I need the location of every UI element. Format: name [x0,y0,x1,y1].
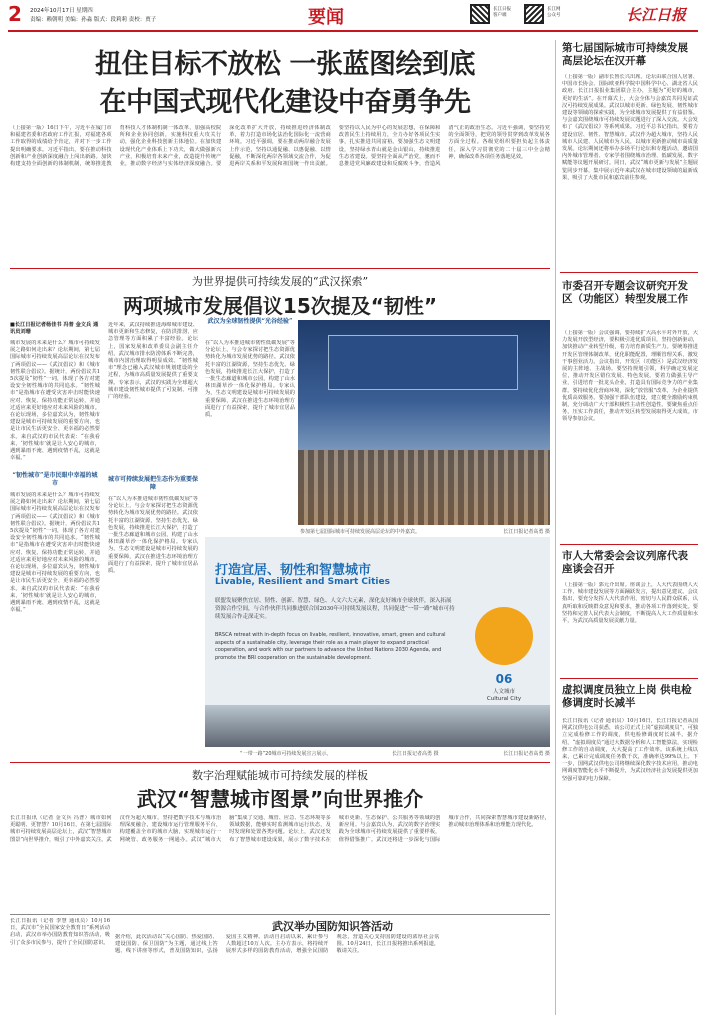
bottom-headline: 武汉“智慧城市图景”向世界推介 [136,787,424,811]
date-line: 2024年10月17日 星期四 [30,8,93,14]
lead-body: （上接第一版）16日下午，习近平在厦门市和福建省委和省政府工作汇报，对福建各项工作取得的成绩给予肯定，并对下一步工作提出明确要求。习近平指出，要在推动科技创新和产业创新深度融合上闯出新路。加快构建支持全面创新的体制机制，统筹推进教育科技人才体制机制一体改革，加强高校院所和企业协同创新，实施科技重大攻关行动，强化企业科技创新主体地位。在加快建设现代化产业体系上下功夫，做大做强新兴产业，积极培育未来产业，改造提升传统产业，推动数字经济与实体经济深度融合。要深化改革扩大开放，持续推进经济体制改革，着力打造市场化法治化国际化一流营商环境。习近平强调，要在推动两岸融合发展上作示范，坚持以通促融、以惠促融、以情促融，不断深化两岸各领域交流合作，为促进两岸关系和平发展和祖国统一作出贡献。要坚持以人民为中心的发展思想，在保障和改善民生上持续用力，全力办好各项民生实事，扎实推进共同富裕。要加强生态文明建设，坚持绿水青山就是金山银山，持续推进生态省建设。要坚持全面从严治党，驰而不息推进党风廉政建设和反腐败斗争，营造风清气正的政治生态。习近平强调，要坚持党的全面领导，把党的领导贯穿到改革发展各方面全过程。各级党组织要担负起主体责任，深入学习贯彻党的二十届三中全会精神，确保改革各项任务落地见效。 [10,125,550,168]
masthead [0,0,702,38]
qr-code-2[interactable] [524,4,544,24]
feature-subhead-2: 武汉为全球韧性提供“光谷经验” [207,318,293,325]
right-column-divider [555,40,556,1015]
second-kicker: 武汉举办国防知识答活动 [272,920,393,933]
banner-photo [205,537,550,747]
banner-title-en: Livable, Resilient and Smart Cities [215,577,390,587]
feature-subhead-1: “韧性城市”是市民眼中幸福的城市 [12,472,98,487]
lead-headline-2: 在中国式现代化建设中奋勇争先 [99,87,471,118]
bottom-left-body: 长江日报讯（记者 李慧 通讯员）10月16日，武汉市“全民国家安全教育日”系列活动启动，武汉市举办国防教育知识答活动，吸引了众多市民参与，提升了全民国防意识。 [10,918,110,946]
right-low-body: （上接第一版）郭元介出席。座谈会上，人大代表围绕人大工作、城市建设发展等方面踊跃发言，提出意见建议。会议指出，要充分发挥人大代表作用，密切与人民群众联系，认真听取和反映群众意见和要求，推动各项工作落到实处。要坚持和完善人民代表大会制度，不断提高人大工作质量和水平，为武汉高质量发展贡献力量。 [562,582,698,625]
bottom-kicker: 数字治理赋能城市可持续发展的样板 [192,769,368,782]
feature-subhead-3: 城市可持续发展把生态作为重要保障 [108,476,199,491]
banner-visitors [205,705,550,747]
feature-body-2: 近年来，武汉持续推进海绵城市建设、城市更新和生态修复，在防洪排涝、应急管理等方面积累了丰富经验。论坛上，国家发展和改革委员会副主任介绍，武汉城市排水防涝体系不断完善，城市内涝治理取得明显成效。“韧性城市”理念已融入武汉城市规划建设的全过程，为城市高质量发展提供了重要支撑。专家表示，武汉的实践为全球超大城市建设韧性城市提供了可复制、可推广的经验。 [108,322,198,401]
second-body: 据介绍，此次活动以“关心国防、热爱国防、建设国防、保卫国防”为主题，通过线上答题、线下讲座等形式，普及国防知识，弘扬爱国主义精神。活动自启动以来，累计参与人数超过10万人次。主办方表示，将持续开展形式多样的国防教育活动，增强全民国防观念，营造关心支持国防建设的浓厚社会氛围。10月24日，长江日报将推出系列报道，敬请关注。 [115,934,440,955]
bottom-rule [10,762,550,763]
right-mid-headline: 市委召开专题会议研究开发区（功能区）转型发展工作 [562,280,688,305]
city-badge-icon [475,607,533,665]
qr-label-2: 长江网 公众号 [547,7,561,18]
feature-kicker: 为世界提供可持续发展的“武汉探索” [191,275,369,288]
right-bottom-body: 长江日报讯（记者 通讯员）10月16日，长江日报记者从国网武汉供电公司获悉，该公司正式上岗“虚拟调度员”，可独立完成检修工作的调度，供电检修调度时长减半。据介绍，“虚拟调度员”通过大数据分析和人工智能算法，实现检修工作的自动调度，大大提高了工作效率。该系统上线以来，已累计完成调度任务数千次，准确率达99%以上。下一步，国网武汉供电公司将继续深化数字技术应用，推动电网调度智能化水平不断提升，为武汉经济社会发展提供更加坚强可靠的电力保障。 [562,718,698,782]
photo-credit: 长江日报记者高勇 摄 [503,529,550,535]
right-top-body: （上接第一版）副市长鲁长兴出席。论坛由联合国人居署、中国市长协会、国际欧亚科学院中国科学中心、湖北省人民政府、长江日报报业集团联合主办，主题为“更好的城市，更好的生活”。在开幕式上，大会全体与会嘉宾共同见证武汉可持续发展成果。武汉以城市更新、绿色发展、韧性城市建设等领域的探索实践，为全球城市发展提供了有益借鉴。与会嘉宾围绕城市可持续发展议题进行了深入交流。大会发布了《武汉倡议》等系列成果。习近平总书记指出，要着力建设宜居、韧性、智慧城市。武汉作为超大城市，坚持人民城市人民建、人民城市为人民，以城市更新推动城市高质量发展。论坛期间还将举办多场平行论坛和专题活动，邀请国内外城市管理者、专家学者围绕城市治理、低碳发展、数字赋能等议题开展研讨。同日，武汉“城市更新与发展”主题展览同步开幕，集中展示近年来武汉在城市建设领域的最新成果，吸引了大批市民和嘉宾前往参观。 [562,74,698,181]
lead-headline-1: 扭住目标不放松 一张蓝图绘到底 [95,49,475,80]
feature-body-2b: 在“以人为本推进城市韧性低碳发展”等分论坛上，与会专家探讨把生态资源优势转化为城市发展优势的路径。武汉依托丰富的江湖资源，坚持生态优先、绿色发展，持续推进长江大保护，打造了一批生态廊道和城市公园，构建了山水林田湖草沙一体化保护格局。专家认为，生态文明建设是城市可持续发展的重要保障，武汉在推进生态环境治理方面进行了有益探索，提升了城市宜居品质。 [108,496,198,575]
banner-credit-left: 长江日报记者高勇 摄 [392,751,439,757]
photo-caption: 参加第七届国际城市可持续发展高层论坛的中外嘉宾。 [300,529,421,535]
right-low-rule [560,544,698,545]
feature-body-3: 在“以人为本推进城市韧性低碳发展”等分论坛上，与会专家探讨把生态资源优势转化为城市发展优势的路径。武汉依托丰富的江湖资源，坚持生态优先、绿色发展，持续推进长江大保护，打造了一批生态廊道和城市公园，构建了山水林田湖草沙一体化保护格局。专家认为，生态文明建设是城市可持续发展的重要保障，武汉在推进生态环境治理方面进行了有益探索，提升了城市宜居品质。 [205,340,295,419]
feature-byline: ■长江日报记者杨佳书 冯普 金文兵 通讯员刘珊 [10,322,99,335]
banner-intro-en: BRSCA retreat with in-depth focus on livable, resilient, innovative, smart, green and cultural aspects of a sustainable city, leverage their role as a main player to expand practical cooperation, and work with our partners to advance the United Nations 2030 Agenda, and promote the BRI cooperation on the sustainable development. [215,632,446,661]
masthead-rule [8,30,698,32]
badge-number: 06 [495,672,513,686]
section-title: 要闻 [308,7,344,28]
editors-line: 责编：赖朝明 美编：孙淼 版式：段莉莉 责校：贾子 [30,17,157,23]
right-bottom-rule [560,678,698,679]
bottom-rule-2 [10,914,550,915]
audience-rows [298,450,550,525]
right-mid-rule [560,272,698,273]
feature-body-1b: 城市发展的未来是什么？城市可持续发展之路如何走出来？论坛期间，第七届国际城市可持续发展高层论坛在汉发布了两项倡议——《武汉倡议》和《城市韧性联合倡议》。据统计，两份倡议共15次提及“韧性”一词，体现了各方对建设安全韧性城市的共同追求。“韧性城市”是指城市在遭受灾害冲击时能快速应对、恢复、保持功能正常运转，并通过适应来更好地应对未来风险的城市。在论坛现场，多位嘉宾认为，韧性城市建设是城市可持续发展的重要方向，也是让市民生活更安全、更幸福的必然要求。来自武汉的市民代表说：“在我看来，‘韧性城市’就是让人安心的城市，遇到暴雨不淹、遇到疫情不乱，这就是幸福。” [10,492,100,614]
right-top-headline: 第七届国际城市可持续发展高层论坛在汉开幕 [562,42,688,67]
page-number: 2 [8,2,22,26]
right-bottom-headline: 虚拟调度员独立上岗 供电检修调度时长减半 [562,684,692,709]
feature-body-1: 城市发展的未来是什么？城市可持续发展之路如何走出来？论坛期间，第七届国际城市可持续发展高层论坛在汉发布了两项倡议——《武汉倡议》和《城市韧性联合倡议》。据统计，两份倡议共15次提及“韧性”一词，体现了各方对建设安全韧性城市的共同追求。“韧性城市”是指城市在遭受灾害冲击时能快速应对、恢复、保持功能正常运转，并通过适应来更好地应对未来风险的城市。在论坛现场，多位嘉宾认为，韧性城市建设是城市可持续发展的重要方向，也是让市民生活更安全、更幸福的必然要求。来自武汉的市民代表说：“在我看来，‘韧性城市’就是让人安心的城市，遇到暴雨不淹、遇到疫情不乱，这就是幸福。” [10,340,100,462]
paper-logo: 长江日报 [626,6,687,24]
right-low-headline: 市人大常委会会议列席代表座谈会召开 [562,550,688,575]
badge-text: 人文城市 Cultural City [486,689,522,702]
bottom-body: 长江日报讯（记者 金文兵 冯普）城市如何更聪明、更智慧？10月16日，在第七届国际城市可持续发展高层论坛上，武汉“智慧城市图景”向世界推介，吸引了中外嘉宾关注。武汉作为超大城市，坚持把数字技术与城市治理深度融合，建设城市运行管理服务平台，构建覆盖全市的城市大脑，实现城市运行一网统管、政务服务一网通办。武汉“城市大脑”集成了交通、城管、应急、生态环境等多领域数据，能够实时监测城市运行状态，及时发现和处置各类问题。论坛上，武汉还发布了智慧城市建设成果，展示了数字技术在城市更新、生态保护、公共服务等领域的创新应用。与会嘉宾认为，武汉的数字治理实践为全球城市可持续发展提供了重要样板，值得借鉴推广。武汉还将进一步深化与国际城市合作，共同探索智慧城市建设新路径，推动城市治理体系和治理能力现代化。 [10,815,550,843]
forum-photo [298,320,550,525]
banner-caption: “一带一路”20城市可持续发展宣言展示。 [240,751,332,757]
banner-title-cn: 打造宜居、韧性和智慧城市 [215,563,372,578]
banner-credit-right: 长江日报记者高勇 摄 [503,751,550,757]
qr-label-1: 长江日报 客户端 [493,7,511,18]
banner-intro-cn: 联盟发展聚焦宜居、韧性、创新、智慧、绿色、人文六大元素，深化友好城市全球伙伴，深入拓展资源合作空间，与合作伙伴共同推进联合国2030年可持续发展议程，共同促进“一带一路”城市可持续发展合作走深走实。 [215,598,455,620]
feature-headline: 两项城市发展倡议15次提及“韧性” [122,294,438,318]
qr-code-1[interactable] [470,4,490,24]
feature-rule [10,268,550,269]
right-mid-body: （上接第一版）会议强调，要持续扩大高水平对外开放，大力发展开放型经济，要积极引进优质项目，坚持创新驱动，加快推动产业转型升级，着力培育新质生产力。要统筹推进开发区管理体制改革，优化职能配置，理顺管理关系，激发干事创业活力。会议指出，开发区（功能区）是武汉经济发展的主阵地、主战场。要坚持规划引领，科学确定发展定位，推动开发区错位发展、特色发展。要着力做强主导产业，引进培育一批龙头企业，打造具有国际竞争力的产业集群。要持续优化营商环境，深化“放管服”改革，为企业提供优质高效服务。要加强干部队伍建设，建立健全激励约束机制，充分调动广大干部积极性主动性创造性。要聚焦重点任务，压实工作责任，推动开发区转型发展取得更大成效。市领导参加会议。 [562,330,698,423]
stage-screen [328,335,518,390]
